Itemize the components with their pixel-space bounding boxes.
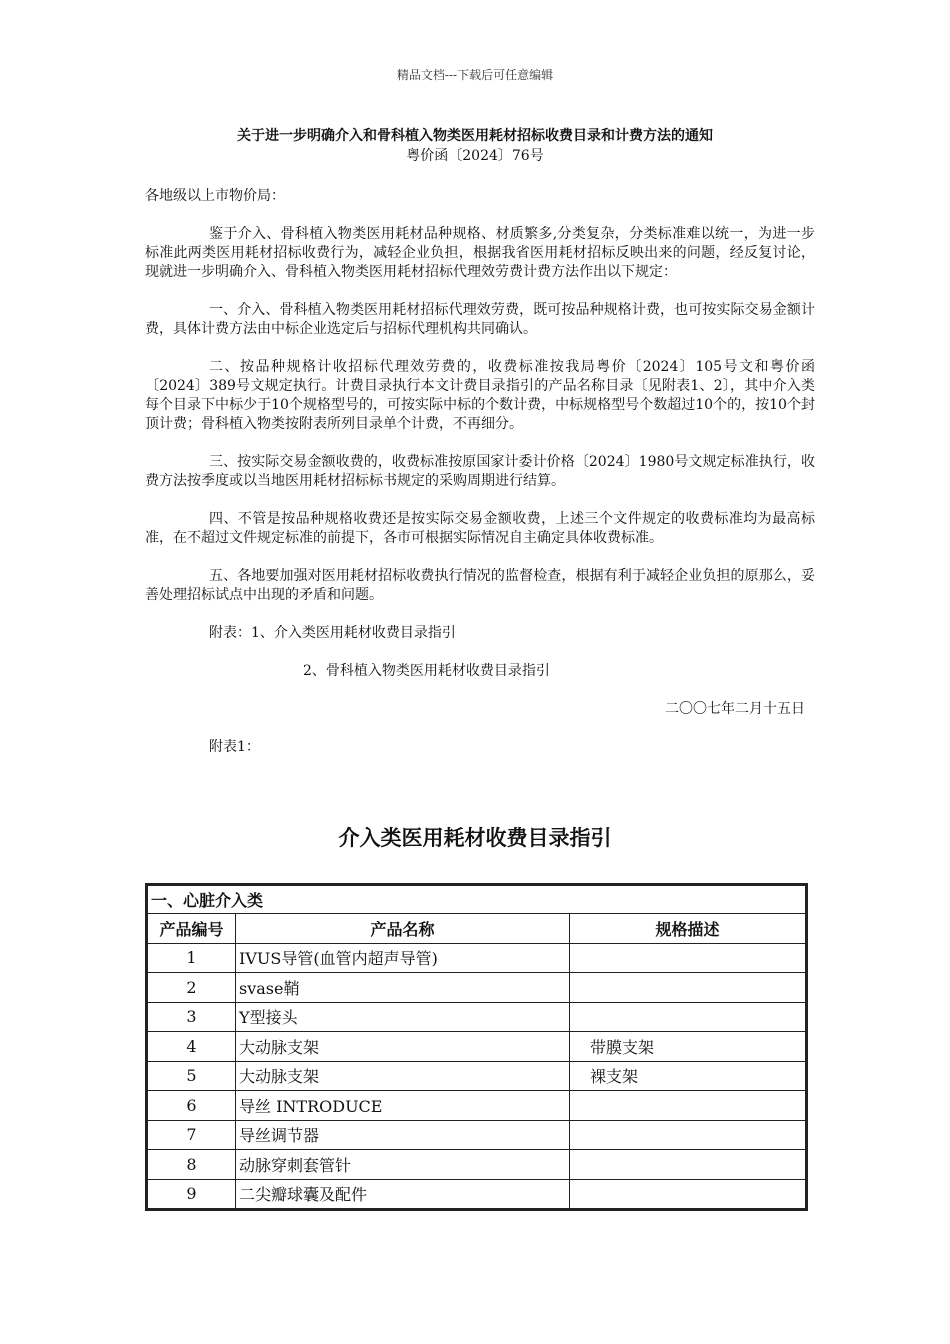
cell-spec bbox=[570, 1150, 806, 1180]
table-row bbox=[148, 1179, 806, 1209]
cell-spec bbox=[570, 1002, 806, 1032]
column-header-spec: 规格描述 bbox=[570, 914, 806, 944]
cell-name: Y型接头 bbox=[236, 1002, 570, 1032]
paragraph-intro: 鉴于介入、骨科植入物类医用耗材品种规格、材质繁多,分类复杂，分类标准难以统一，为进一步标准此两类医用耗材招标收费行为，减轻企业负担，根据我省医用耗材招标反映出来的问题，经反复讨论，现就进一步明确介入、骨科植入物类医用耗材招标代理效劳费计费方法作出以下规定： bbox=[145, 226, 815, 280]
cell-number: 2 bbox=[148, 973, 236, 1003]
cell-number: 6 bbox=[148, 1091, 236, 1121]
cell-spec: 带膜支架 bbox=[570, 1032, 806, 1062]
document-number: 粤价函〔2024〕76号 bbox=[406, 148, 544, 164]
paragraph-5: 五、各地要加强对医用耗材招标收费执行情况的监督检查，根据有利于减轻企业负担的原那么，妥善处理招标试点中出现的矛盾和问题。 bbox=[145, 568, 815, 603]
attachment-line-2: 2、骨科植入物类医用耗材收费目录指引 bbox=[303, 663, 550, 679]
table-row bbox=[148, 1032, 806, 1062]
attachment-line-1: 附表：1、介入类医用耗材收费目录指引 bbox=[209, 625, 456, 641]
cell-spec bbox=[570, 1179, 806, 1209]
table-title: 介入类医用耗材收费目录指引 bbox=[338, 826, 612, 850]
cell-number: 5 bbox=[148, 1061, 236, 1091]
cell-name: 大动脉支架 bbox=[236, 1061, 570, 1091]
table-row bbox=[148, 1091, 806, 1121]
cell-number: 4 bbox=[148, 1032, 236, 1062]
cell-spec bbox=[570, 1120, 806, 1150]
cell-number: 1 bbox=[148, 943, 236, 973]
cell-name: 二尖瓣球囊及配件 bbox=[236, 1179, 570, 1209]
document-date: 二〇〇七年二月十五日 bbox=[665, 701, 805, 717]
cell-name: svase鞘 bbox=[236, 973, 570, 1003]
document-title: 关于进一步明确介入和骨科植入物类医用耗材招标收费目录和计费方法的通知 bbox=[237, 128, 713, 144]
cell-spec bbox=[570, 973, 806, 1003]
cell-spec bbox=[570, 943, 806, 973]
cell-spec: 裸支架 bbox=[570, 1061, 806, 1091]
table-row bbox=[148, 1002, 806, 1032]
cell-number: 7 bbox=[148, 1120, 236, 1150]
table-row bbox=[148, 1061, 806, 1091]
cell-name: 导丝 INTRODUCE bbox=[236, 1091, 570, 1121]
column-header-number: 产品编号 bbox=[148, 914, 236, 944]
paragraph-4: 四、不管是按品种规格收费还是按实际交易金额收费，上述三个文件规定的收费标准均为最高标准，在不超过文件规定标准的前提下，各市可根据实际情况自主确定具体收费标准。 bbox=[145, 511, 815, 546]
cell-name: 大动脉支架 bbox=[236, 1032, 570, 1062]
cell-number: 3 bbox=[148, 1002, 236, 1032]
table-row bbox=[148, 943, 806, 973]
table-row bbox=[148, 1120, 806, 1150]
paragraph-3: 三、按实际交易金额收费的，收费标准按原国家计委计价格〔2024〕1980号文规定标准执行，收费方法按季度或以当地医用耗材招标标书规定的采购周期进行结算。 bbox=[145, 454, 815, 489]
header-note: 精品文档---下载后可任意编辑 bbox=[396, 68, 554, 82]
cell-spec bbox=[570, 1091, 806, 1121]
cell-name: IVUS导管(血管内超声导管) bbox=[236, 943, 570, 973]
table-row bbox=[148, 973, 806, 1003]
cell-name: 动脉穿刺套管针 bbox=[236, 1150, 570, 1180]
cell-number: 8 bbox=[148, 1150, 236, 1180]
column-header-name: 产品名称 bbox=[236, 914, 570, 944]
paragraph-1: 一、介入、骨科植入物类医用耗材招标代理效劳费，既可按品种规格计费，也可按实际交易金额计费，具体计费方法由中标企业选定后与招标代理机构共同确认。 bbox=[145, 302, 815, 337]
cell-name: 导丝调节器 bbox=[236, 1120, 570, 1150]
table-row bbox=[148, 1150, 806, 1180]
catalog-table bbox=[145, 883, 808, 1211]
paragraph-2: 二、按品种规格计收招标代理效劳费的，收费标准按我局粤价〔2024〕105号文和粤价函〔2024〕389号文规定执行。计费目录执行本文计费目录指引的产品名称目录〔见附表1、2〕，其中介入类每个目录下中标少于10个规格型号的，可按实际中标的个数计费，中标规格型号个数超过10个的，按10个封顶计费；骨科植入物类按附表所列目录单个计费，不再细分。 bbox=[145, 359, 815, 432]
table-section-header: 一、心脏介入类 bbox=[148, 886, 806, 914]
attachment-label: 附表1： bbox=[209, 739, 260, 755]
document-body bbox=[145, 187, 815, 757]
cell-number: 9 bbox=[148, 1179, 236, 1209]
salutation: 各地级以上市物价局： bbox=[145, 188, 285, 204]
